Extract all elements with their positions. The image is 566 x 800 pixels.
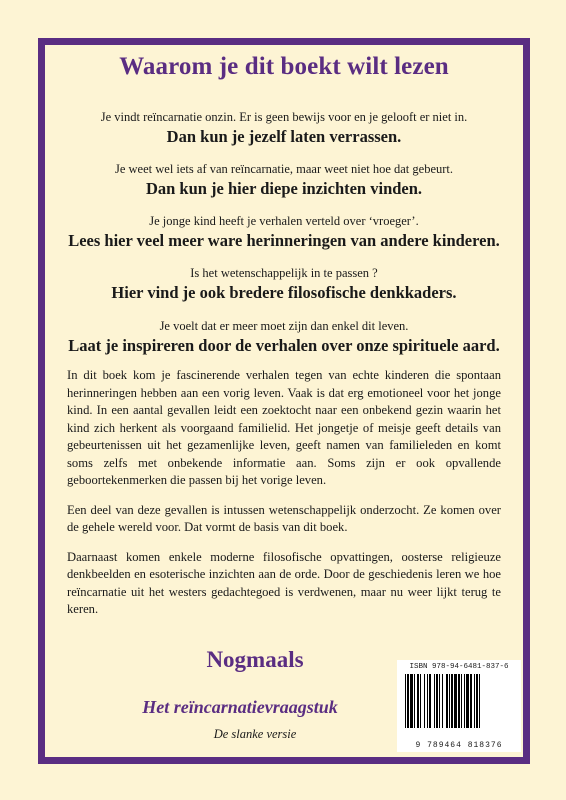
pitch-answer: Hier vind je ook bredere filosofische denkkaders. — [111, 283, 457, 302]
pitch-answer: Dan kun je jezelf laten verrassen. — [166, 127, 402, 146]
pitch-pair — [45, 318, 523, 356]
pitch-question: Is het wetenschappelijk in te passen ? — [190, 266, 378, 280]
cover-frame — [38, 38, 530, 764]
pitch-question: Je jonge kind heeft je verhalen verteld over ‘vroeger’. — [149, 214, 419, 228]
pitch-pair — [45, 265, 523, 303]
isbn-label: ISBN 978-94-6481-837-6 — [409, 663, 509, 671]
series-title: Nogmaals — [206, 647, 304, 672]
pitch-pair — [45, 213, 523, 251]
barcode-icon — [403, 674, 515, 738]
description-paragraph: Een deel van deze gevallen is intussen wetenschappelijk onderzocht. Ze komen over de gehele wereld voor. Dat vormt de basis van dit boek. — [67, 502, 501, 534]
isbn-barcode-box — [397, 660, 521, 752]
description-body — [67, 367, 501, 631]
pitch-answer: Laat je inspireren door de verhalen over onze spirituele aard. — [68, 336, 500, 355]
description-paragraph: Daarnaast komen enkele moderne filosofische opvattingen, oosterse religieuze denkbeelden en esoterische inzichten aan de orde. Door de geschiedenis leren we hoe reïncarnatie uit het westers gedachtegoed is verdwenen, maar nu weer lijkt terug te keren. — [67, 549, 501, 616]
pitch-answer: Lees hier veel meer ware herinneringen van andere kinderen. — [68, 231, 500, 250]
pitch-question: Je voelt dat er meer moet zijn dan enkel dit leven. — [159, 319, 409, 333]
pitch-answer: Dan kun je hier diepe inzichten vinden. — [145, 179, 423, 198]
description-paragraph: In dit boek kom je fascinerende verhalen tegen van echte kinderen die spontaan herinneringen hebben aan een vorig leven. Vaak is dat erg emotioneel voor het jonge kind. In een aantal gevallen leidt een zoektocht naar een onbekend gezin waarin het kind zich herkent als voorgaand familielid. Het jongetje of meisje geeft details van gebeurtenissen uit het gezamenlijke leven, geeft namen van familieleden en komt soms zelfs met onbekende informatie aan. Soms zijn er ook opvallende geboortekenmerken die passen bij het vorige leven. — [67, 368, 501, 487]
barcode-digits: 9 789464 818376 — [415, 741, 503, 750]
pitch-question: Je weet wel iets af van reïncarnatie, maar weet niet hoe dat gebeurt. — [114, 162, 454, 176]
book-subtitle: Het reïncarnatievraagstuk — [142, 697, 338, 717]
pitch-pair — [45, 109, 523, 147]
pitch-question: Je vindt reïncarnatie onzin. Er is geen bewijs voor en je gelooft er niet in. — [100, 110, 468, 124]
edition-label: De slanke versie — [213, 727, 297, 741]
page-title: Waarom je dit boekt wilt lezen — [119, 53, 449, 80]
pitch-pair — [45, 161, 523, 199]
